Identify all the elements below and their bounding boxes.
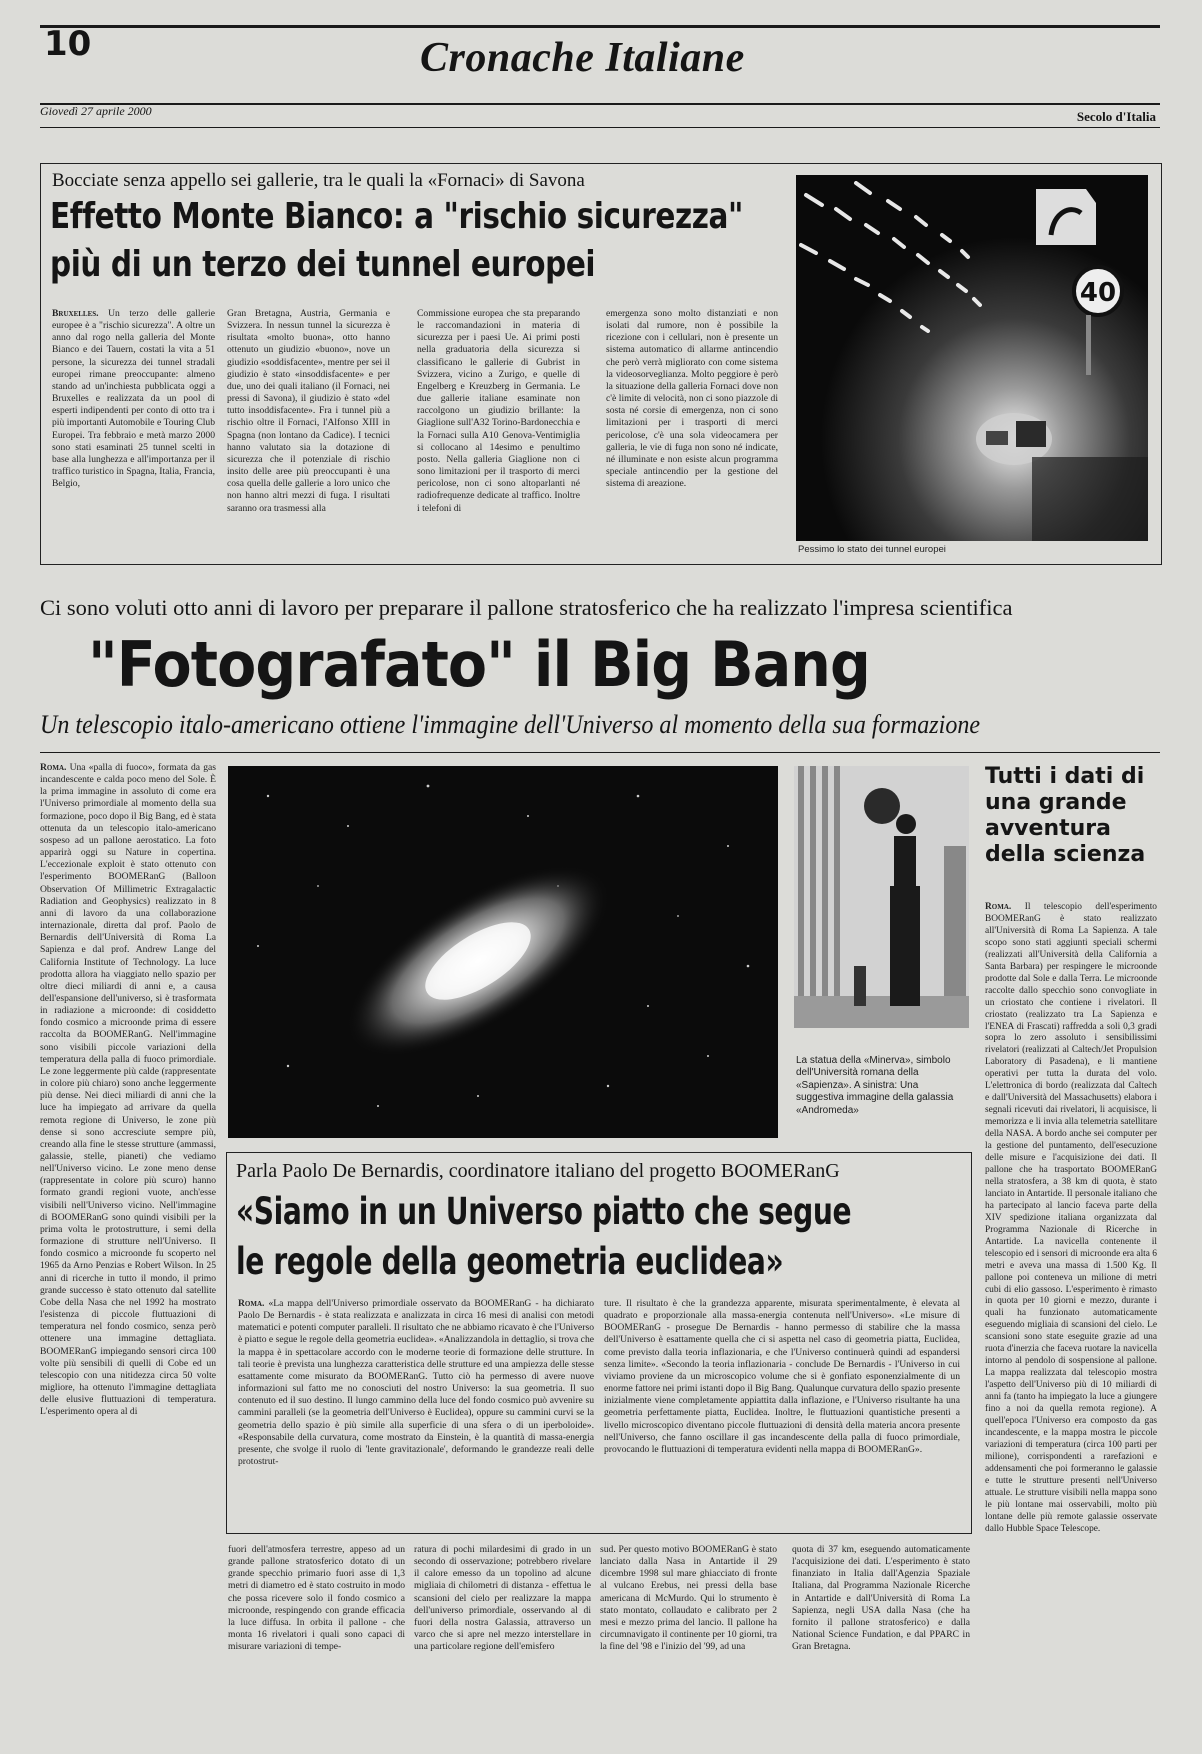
tunnel-col-3: Commissione europea che sta preparando le raccomandazioni in materia di sicurezza per i paesi Ue. Ai primi posti nella graduatoria della sicurezza si classificano le gallerie di Gubrist in Svizzera, vicino a Zurigo, e quelle di Engelberg e Kreuzberg in Germania. Le due gallerie italiane esaminate non raccolgono un giudizio brillante: la Giaglione sull'A32 Torino-Bardonecchia e la Fornaci sulla A10 Genova-Ventimiglia si collocano al 14esimo e penultimo posto. Nella galleria Giaglione non ci sono limitazioni per il trasporto di merci pericolose, non ci sono altoparlanti né radiofrequenze dedicate al traffico. Inoltre i telefoni di [417, 308, 580, 514]
bigbang-col-bottom-2: ratura di pochi milardesimi di grado in un secondo di osservazione; potrebbero rivelare il calore emesso da un topolino ad alcune migliaia di chilometri di distanza - effettua le scansioni del cielo per realizzare la mappa dell'universo primordiale, osservando al di fuori della nostra Galassia, attraverso un varco che si apre nel mezzo interstellare in una particolare regione dell'emisfero [414, 1544, 591, 1653]
bigbang-col-bottom-4: quota di 37 km, eseguendo automaticamente l'acquisizione dei dati. L'esperimento è stato finanziato in Italia dall'Agenzia Spaziale Italiana, dal Programma Nazionale Ricerche in Antartide e dall'Università di Roma La Sapienza, negli USA dalla Nasa (che ha fornito il pallone stratosferico) e dalla National Science Fundation, e dal PPARC in Gran Bretagna. [792, 1544, 970, 1653]
interview-kicker: Parla Paolo De Bernardis, coordinatore italiano del progetto BOOMERanG [236, 1160, 840, 1182]
sidebar-dateline: Roma. [985, 902, 1012, 912]
interview-headline-line2: le regole della geometria euclidea» [236, 1240, 784, 1283]
interview-dateline: Roma. [238, 1298, 265, 1309]
tunnel-illustration [796, 175, 1148, 541]
photo-captions: La statua della «Minerva», simbolo dell'Università romana della «Sapienza». A sinistra: Una suggestiva immagine della galassia «Andromeda» [796, 1055, 954, 1116]
bigbang-col-bottom-3: sud. Per questo motivo BOOMERanG è stato lanciato dalla Nasa in Antartide il 29 dicembre 1998 sul mare ghiacciato di fronte al vulcano Erebus, nei pressi della base americana di McMurdo. Qui lo strumento è stato montato, collaudato e calibrato per 2 mesi e mezzo prima del lancio. Il pallone ha circumnavigato il continente per 10 giorni, tra la fine del '98 e l'inizio del '99, ad una [600, 1544, 777, 1653]
minerva-illustration [794, 766, 969, 1028]
bigbang-dateline: Roma. [40, 762, 67, 773]
bigbang-rule [40, 752, 1160, 753]
sidebar-body: Il telescopio dell'esperimento BOOMERanG è stato realizzato all'Università di Roma La Sapienza. A tale scopo sono stati aggiunti speciali schermi (realizzati all'Università della California a Santa Barbara) per respingere le microonde prodotte dal Sole e dalla Terra. Le microonde raccolte dallo specchio sono convogliate in un criostato che contiene i rivelatori. Il criostato (realizzato tra La Sapienza e l'ENEA di Frascati) raffredda a soli 0,3 gradi sopra lo zero assoluto i sensibilissimi rivelatori (realizzati al Caltech/Jet Propulsion Laboratory di Pasadena), e li mantiene operativi per tutta la durata del volo. L'elettronica di bordo (realizzata dal Caltech e dall'Università del Massachusetts) elabora i segnali ricevuti dai rivelatori, li acquisisce, li memorizza e li invia alla telemetria satellitare della NASA. A bordo anche sei computer per la gestione del puntamento, dell'esecuzione delle misure e l'acquisizione dei dati. Il pallone che ha trasportato BOOMERanG nella stratosfera, a 38 km di quota, è stato lanciato in Antartide. Il personale italiano che ha partecipato al lancio faceva parte della XIV spedizione italiana organizzata dal Programma Nazionale di Ricerche in Antartide. La navicella contenente il telescopio ed i sensori di microonde era alta 6 metri e aveva una massa di 1.500 Kg. Il pallone poi conteneva un milione di metri cubi di elio gassoso. L'esperimento è rimasto in quota per 10 giorni e mezzo, durante i quali ha funzionato automaticamente eseguendo migliaia di scansioni del cielo. Le scansioni sono state eseguite grazie ad una ruota d'inerzia che faceva ruotare la navicella intorno al pendolo di sospensione al pallone. La mappa realizzata dal telescopio mostra l'aspetto dell'Universo più di 10 miliardi di anni fa (tanto ha impiegato la luce a giungere fino a noi da quella remota regione). A quell'epoca l'Universo era composto da gas incandescente, e la mappa mostra le piccole variazioni di temperatura (circa 100 parti per milione), corrispondenti a rarefazioni e addensamenti che poi formeranno le galassie e tutte le strutture presenti nell'Universo attuale. Le strutture visibili nella mappa sono le più lontane mai osservabili, molto più lontane delle più remote galassie osservate dallo Hubble Space Telescope. [985, 902, 1157, 1534]
page-number: 10 [44, 24, 92, 64]
bigbang-col-1-text: Una «palla di fuoco», formata da gas incandescente e calda poco meno del Sole. È la prima immagine in assoluto di come era l'Universo primordiale al momento della sua formazione, poco dopo il Big Bang, ed è stata ottenuta da un telescopio italo-americano sospeso ad un pallone aerostatico. La foto apparirà oggi su Nature in copertina. L'eccezionale exploit è stato ottenuto con l'esperimento BOOMERanG (Balloon Observation Of Millimetric Extragalactic Radiation and Geophysics) realizzato in 8 anni di lavoro da una collaborazione internazionale, diretta dal prof. Paolo de Bernardis dell'Università di Roma La Sapienza e dal prof. Andrew Lange del California Institute of Technology. La luce prodotta allora ha viaggiato nello spazio per oltre dieci miliardi di anni e, a causa dell'espansione dell'universo, si è trasformata in radiazione a microonde: di cosiddetto fondo cosmico a microonde prima di essere raccolta da BOOMERanG. Nell'immagine sono visibili piccole variazioni della temperatura della palla di fuoco primordiale. Le zone leggermente più calde (rappresentate in colore più chiaro) sono anche leggermente più dense. Nei dieci miliardi di anni che la luce ha impiegato ad arrivare da quella remota regione di Universo, le zone più dense si sono accresciute sempre più, creando alla fine le stesse strutture (ammassi, galassie, stelle, pianeti) che vediamo nell'Universo vicino. Le zone meno dense (rappresentate in colore più scuro) hanno formato grandi regioni vuote, anch'esse visibili nell'Universo vicino. Nell'immagine di BOOMERanG sono quindi visibili per la prima volta le protostrutture, i semi della formazione di strutture nell'Universo. Il fondo cosmico a microonde fu scoperto nel 1965 da Arno Penzias e Robert Wilson. In 25 anni di ricerche in tutto il mondo, il primo grande successo è stato ottenuto dal satellite Cobe della Nasa che nel 1992 ha mostrato l'esistenza di piccole fluttuazioni di temperatura nel fondo cosmico, senza però ottenere una immagine dettagliata. BOOMERanG impiegando sensori circa 100 volte più sensibili di quelli di Cobe ed un telescopio con una nitidezza circa 50 volte migliore, ha ottenuto l'immagine dettagliata delle elusive fluttuazioni di temperatura. L'esperimento opera al di [40, 762, 216, 1418]
issue-date: Giovedì 27 aprile 2000 [40, 104, 152, 118]
tunnel-photo-caption: Pessimo lo stato dei tunnel europei [798, 544, 946, 555]
tunnel-col-2: Gran Bretagna, Austria, Germania e Svizzera. In nessun tunnel la sicurezza è risultata «molto buona», otto hanno ottenuto un giudizio «buono», nove un giudizio «soddisfacente», mentre per sei il giudizio è stato «insoddisfacente» e per due, uno dei quali italiano (il Fornaci, nei pressi di Savona), il giudizio è stato «del tutto insoddisfacente». Fra i tunnel più a rischio oltre il Fornaci, l'Alfonso XIII in Spagna (non lontano da Cadice). I tecnici hanno valutato sia la dotazione di sicurezza che il potenziale di rischio insito delle aree più preoccupanti è una cosa quella delle gallerie a loro unico che non hanno altri mezzi di fuga. I risultati saranno ora trasmessi alla [227, 308, 390, 514]
galaxy-illustration [228, 766, 778, 1138]
tunnel-col-1 [52, 308, 215, 558]
sidebar-text [985, 902, 1157, 1682]
bigbang-headline: "Fotografato" il Big Bang [88, 628, 870, 701]
tunnel-col-1-text: Un terzo delle gallerie europee è a "rischio sicurezza". A oltre un anno dal rogo nella galleria del Monte Bianco e dei Tauern, costati la vita a 51 persone, la sicurezza dei tunnel stradali europei rimane preoccupante: almeno stando ad un'inchiesta pubblicata oggi a Bruxelles e realizzata da un pool di esperti indipendenti per conto di otto tra i più importanti Automobile e Touring Club Europei. Tra febbraio e metà marzo 2000 sono stati esaminati 25 tunnel scelti in base alla lunghezza e all'importanza per il traffico turistico in Spagna, Italia, Francia, Belgio, [52, 308, 215, 490]
bigbang-subheadline: Un telescopio italo-americano ottiene l'immagine dell'Universo al momento della sua formazione [40, 710, 981, 739]
masthead-bottom-rule [40, 127, 1160, 128]
top-rule [40, 25, 1160, 28]
tunnel-dateline: Bruxelles. [52, 308, 99, 319]
section-title: Cronache Italiane [420, 35, 745, 81]
interview-col-1-text: «La mappa dell'Universo primordiale osservato da BOOMERanG - ha dichiarato Paolo De Bernardis - è stata realizzata e analizzata in circa 16 mesi di analisi con metodi matematici e potenti computer paralleli. Il risultato che ne abbiamo ricavato è che l'Universo è piatto e segue le regole della geometria euclidea». «Analizzandola in dettaglio, si trova che la mappa è in spettacolare accordo con le moderne teorie di formazione delle strutture. In tali teorie è prevista una lunghezza caratteristica delle strutture ed una ampiezza delle stesse esattamente come misurato da BOOMERanG. Tutto ciò ha permesso di avere nuove informazioni sul fatto me no conosciuti del nostro Universo: la sua geometria. Il suo contenuto ed il suo destino. Il lungo cammino della luce del fondo cosmico può avvenire su cammini paralleli (se la geometria dell'Universo è Euclidea), oppure su cammini curvi se la geometria dello spazio è più simile alla superficie di una sfera o di un iperboloide». «Responsabile della curvatura, come mostrato da Einstein, è la quantità di massa-energia presente, che svolge il ruolo di 'lente gravitazionale', deformando le grandezze reali delle protostrut- [238, 1298, 594, 1468]
masthead-rule [40, 103, 1160, 105]
sidebar-headline: Tutti i dati di una grande avventura della scienza [985, 764, 1146, 867]
galaxy-photo [228, 766, 778, 1138]
tunnel-headline-line1: Effetto Monte Bianco: a "rischio sicurezza" [50, 196, 743, 237]
interview-col-1 [238, 1298, 594, 1526]
interview-headline-line1: «Siamo in un Universo piatto che segue [236, 1190, 852, 1233]
speed-sign-number: 40 [1079, 278, 1117, 308]
bigbang-col-bottom-1: fuori dell'atmosfera terrestre, appeso ad un grande pallone stratosferico dotato di un grande specchio primario fuori asse di 1,3 metri di diametro ed è stato costruito in modo che possa ricevere solo il fondo cosmico a microonde, respingendo con grande efficacia la luce diffusa. In orbita il pallone - che monta 16 rivelatori i quali sono capaci di misurare variazioni di tempe- [228, 1544, 405, 1653]
bigbang-kicker: Ci sono voluti otto anni di lavoro per preparare il pallone stratosferico che ha realizzato l'impresa scientifica [40, 595, 1013, 620]
tunnel-kicker: Bocciate senza appello sei gallerie, tra le quali la «Fornaci» di Savona [52, 170, 585, 191]
newspaper-name: Secolo d'Italia [1076, 109, 1156, 124]
tunnel-col-4: emergenza sono molto distanziati e non isolati dal rumore, non è possibile la ricezione con i cellulari, non è presente un sistema automatico di allarme antincendio che però verrà migliorato con come sistema la videosorveglianza. Molto peggiore è però la situazione della galleria Fornaci dove non c'è limite di velocità, non ci sono piazzole di sosta né corsie di emergenza, non ci sono limitazioni per i trasporti di merci pericolose, c'è una sola videocamera per galleria, le vie di fuga non sono né indicate, né illuminate e non esiste alcun programma speciale antincendio per la gestione del sistema di areazione. [606, 308, 778, 490]
tunnel-headline-line2: più di un terzo dei tunnel europei [50, 244, 596, 285]
minerva-photo [794, 766, 969, 1028]
tunnel-photo [796, 175, 1148, 541]
interview-col-2: ture. Il risultato è che la grandezza apparente, misurata sperimentalmente, è elevata al quadrato e proporzionale alla massa-energia contenuta nell'Universo». «Le misure di BOOMERanG - prosegue De Bernardis - hanno permesso di stabilire che la massa dell'Universo è esattamente quella che ci si aspetta nel caso di geometria piatta, Euclidea, come previsto dalla teoria inflazionaria, e che l'Universo continuerà quindi ad espandersi senza limite». «Secondo la teoria inflazionaria - conclude De Bernardis - l'Universo in cui viviamo proviene da un microscopico volume che si è gonfiato esponenzialmente di un enorme fattore nei primi istanti dopo il Big Bang. Qualunque curvatura dello spazio presente inizialmente viene completamente appiattita dalla inflazione, e l'Universo risultante ha una geometria perfettamente piatta, Euclidea. Inoltre, le fluttuazioni quantistiche presenti a livello microscopico diventano piccole fluttuazioni di densità della materia ancora presente nell'Universo, che fanno oscillare il gas incandescente della palla di fuoco primordiale, provocando le fluttuazioni di temperatura evidenti nella mappa di BOOMERanG». [604, 1298, 960, 1455]
bigbang-col-1 [40, 762, 216, 1682]
